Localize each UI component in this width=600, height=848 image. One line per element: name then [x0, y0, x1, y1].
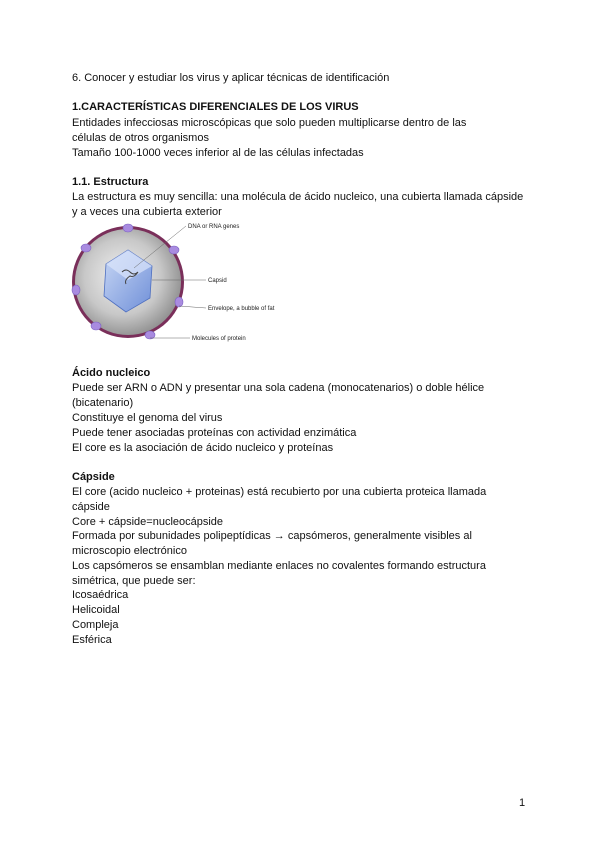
acido-line: Puede ser ARN o ADN y presentar una sola cadena (monocatenarios) o doble hélice — [72, 382, 485, 394]
capside-line: cápside — [72, 501, 110, 513]
heading-caracteristicas: 1.CARACTERÍSTICAS DIFERENCIALES DE LOS VIRUS — [72, 101, 359, 113]
acido-line: El core es la asociación de ácido nucleico y proteínas — [72, 442, 334, 454]
protein-spike — [72, 285, 80, 295]
section-title: 6. Conocer y estudiar los virus y aplicar técnicas de identificación — [72, 72, 390, 84]
acido-line: Puede tener asociadas proteínas con actividad enzimática — [72, 427, 357, 439]
protein-spike — [81, 244, 91, 252]
capside-line: Formada por subunidades polipeptídicas → capsómeros, generalmente visibles al — [72, 530, 472, 542]
acido-line: Constituye el genoma del virus — [72, 412, 223, 424]
capside-line: Core + cápside=nucleocápside — [72, 516, 224, 528]
estructura-line: La estructura es muy sencilla: una molécula de ácido nucleico, una cubierta llamada cápside — [72, 191, 524, 203]
protein-spike — [169, 246, 179, 254]
label-dna: DNA or RNA genes — [188, 224, 240, 230]
leader-line — [179, 306, 206, 308]
heading-acido-nucleico: Ácido nucleico — [72, 367, 151, 379]
capside-line: Los capsómeros se ensamblan mediante enlaces no covalentes formando estructura — [72, 560, 486, 572]
intro-line: Entidades infecciosas microscópicas que solo pueden multiplicarse dentro de las — [72, 117, 467, 129]
label-capsid: Capsid — [208, 278, 227, 284]
protein-spike — [175, 297, 183, 307]
capside-line: El core (acido nucleico + proteinas) está recubierto por una cubierta proteica llamada — [72, 486, 487, 498]
capside-list-item: Compleja — [72, 619, 119, 631]
heading-capside: Cápside — [72, 471, 115, 483]
label-envelope: Envelope, a bubble of fat — [208, 306, 275, 312]
capside-list-item: Icosaédrica — [72, 589, 129, 601]
intro-line: células de otros organismos — [72, 132, 209, 144]
virus-structure-diagram — [66, 222, 296, 352]
intro-line: Tamaño 100-1000 veces inferior al de las células infectadas — [72, 147, 364, 159]
heading-estructura: 1.1. Estructura — [72, 176, 149, 188]
label-molecules: Molecules of protein — [192, 336, 246, 342]
protein-spike — [123, 224, 133, 232]
acido-line: (bicatenario) — [72, 397, 134, 409]
capside-list-item: Helicoidal — [72, 604, 120, 616]
capside-line: microscopio electrónico — [72, 545, 187, 557]
page-number: 1 — [519, 797, 526, 809]
estructura-line: y a veces una cubierta exterior — [72, 206, 222, 218]
protein-spike — [91, 322, 101, 330]
capside-list-item: Esférica — [72, 634, 112, 646]
capside-line: simétrica, que puede ser: — [72, 575, 196, 587]
